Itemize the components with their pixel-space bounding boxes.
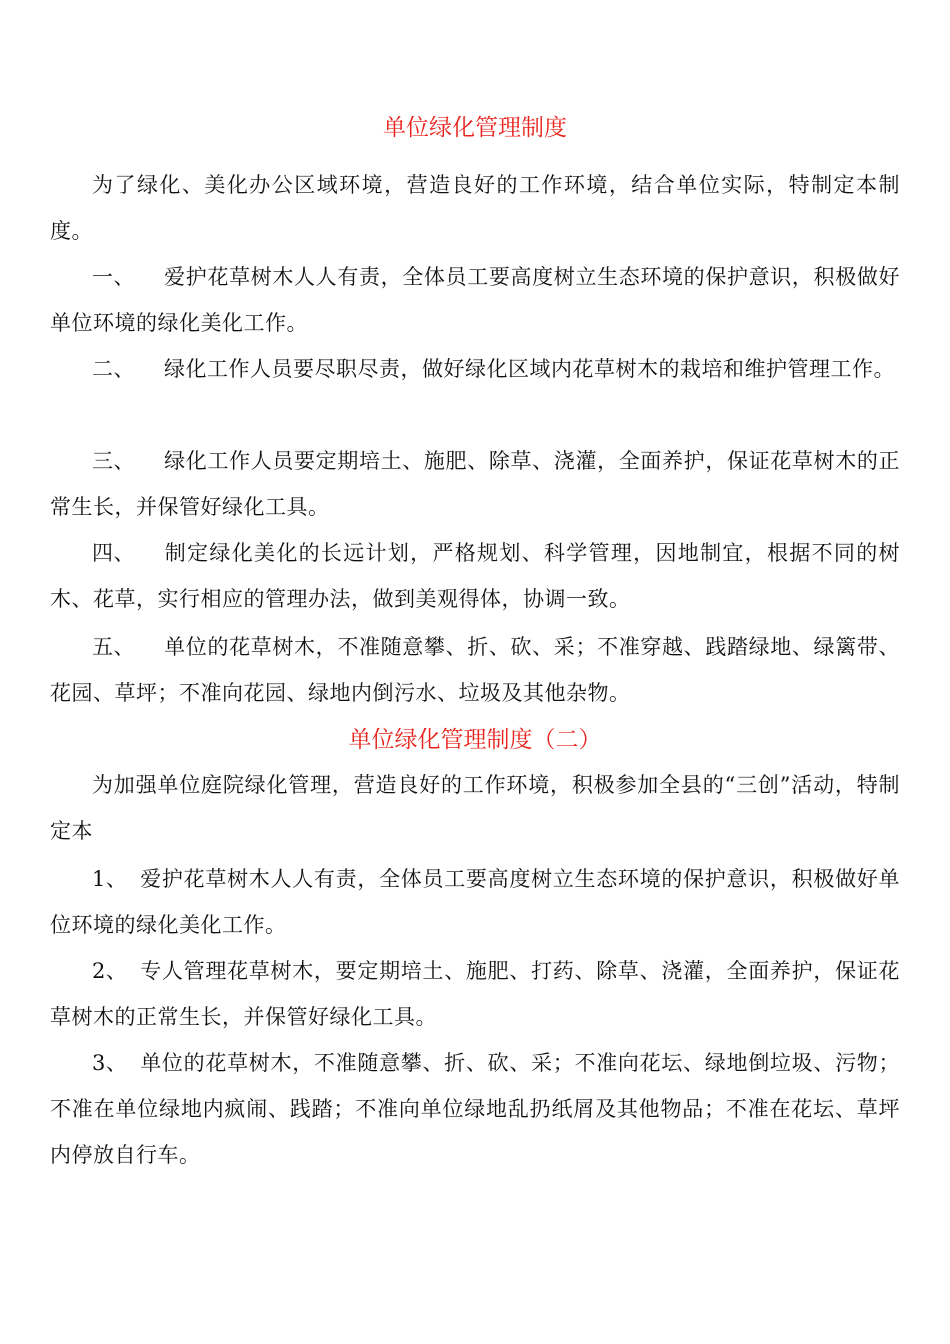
item-number: 五、 xyxy=(92,635,135,659)
document-title-2: 单位绿化管理制度（二） xyxy=(348,727,602,753)
section-1-item-2 xyxy=(50,346,900,392)
section-1-item-5 xyxy=(50,624,900,716)
section-1-item-4 xyxy=(50,530,900,622)
item-text: 制定绿化美化的长远计划，严格规划、科学管理，因地制宜，根据不同的树木、花草，实行相应的管理办法，做到美观得体，协调一致。 xyxy=(50,541,900,611)
item-number: 四、 xyxy=(92,541,135,565)
item-text: 绿化工作人员要尽职尽责，做好绿化区域内花草树木的栽培和维护管理工作。 xyxy=(164,357,895,381)
item-text: 专人管理花草树木，要定期培土、施肥、打药、除草、浇灌，全面养护，保证花草树木的正常生长，并保管好绿化工具。 xyxy=(50,959,900,1029)
item-number: 三、 xyxy=(92,449,135,473)
section-1-item-1 xyxy=(50,254,900,346)
item-text: 绿化工作人员要定期培土、施肥、除草、浇灌，全面养护，保证花草树木的正常生长，并保管好绿化工具。 xyxy=(50,449,900,519)
item-text: 单位的花草树木，不准随意攀、折、砍、采；不准向花坛、绿地倒垃圾、污物；不准在单位绿地内疯闹、践踏；不准向单位绿地乱扔纸屑及其他物品；不准在花坛、草坪内停放自行车。 xyxy=(50,1051,900,1167)
item-number: 3、 xyxy=(92,1051,128,1075)
item-number: 1、 xyxy=(92,867,128,891)
item-text: 爱护花草树木人人有责，全体员工要高度树立生态环境的保护意识，积极做好单位环境的绿化美化工作。 xyxy=(50,867,900,937)
item-number: 一、 xyxy=(92,265,135,289)
section-2-item-1 xyxy=(50,856,900,948)
section-2-item-2 xyxy=(50,948,900,1040)
item-number: 二、 xyxy=(92,357,135,381)
section-2-item-3 xyxy=(50,1040,900,1178)
document-title-1: 单位绿化管理制度 xyxy=(383,115,567,141)
section-1-item-3 xyxy=(50,438,900,530)
intro-paragraph-1: 为了绿化、美化办公区域环境，营造良好的工作环境，结合单位实际，特制定本制度。 xyxy=(50,173,900,243)
item-text: 爱护花草树木人人有责，全体员工要高度树立生态环境的保护意识，积极做好单位环境的绿化美化工作。 xyxy=(50,265,900,335)
item-number: 2、 xyxy=(92,959,128,983)
item-text: 单位的花草树木，不准随意攀、折、砍、采；不准穿越、践踏绿地、绿篱带、花园、草坪；不准向花园、绿地内倒污水、垃圾及其他杂物。 xyxy=(50,635,900,705)
intro-paragraph-2: 为加强单位庭院绿化管理，营造良好的工作环境，积极参加全县的“三创”活动，特制定本 xyxy=(50,773,900,843)
